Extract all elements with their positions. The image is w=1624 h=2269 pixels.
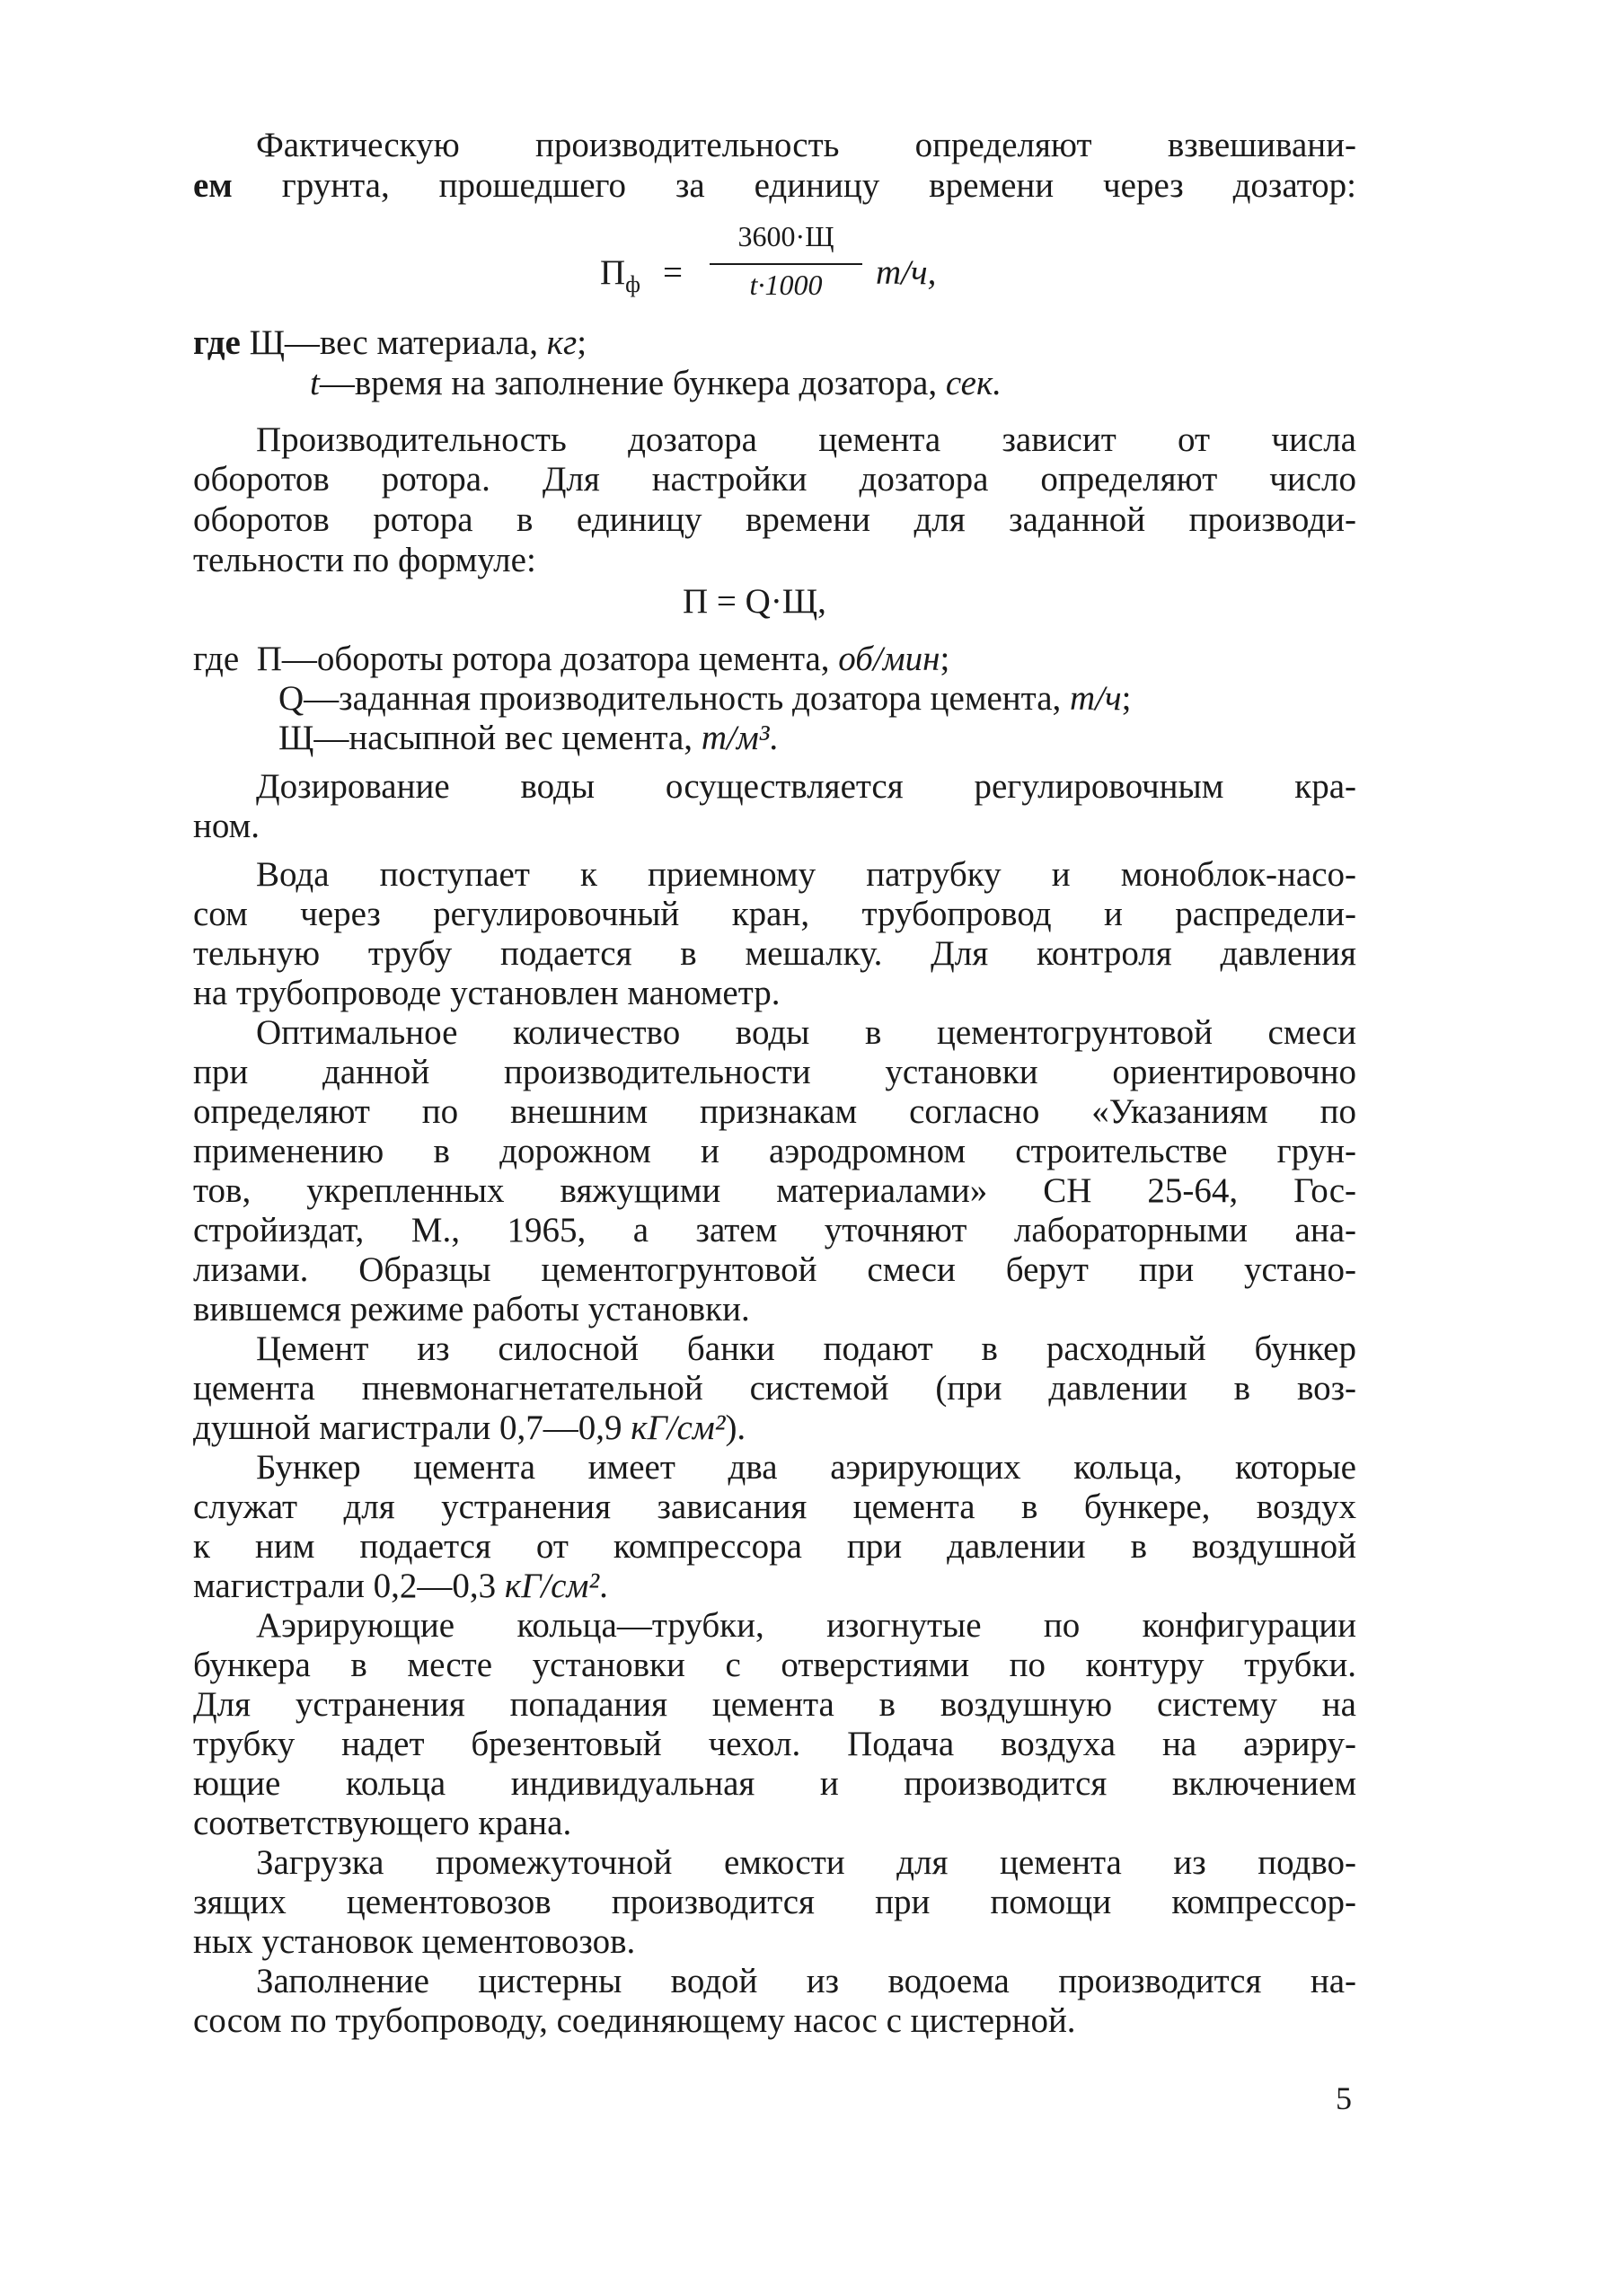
where1-unit-sec: сек. bbox=[945, 364, 1002, 402]
where1-unit-kg: кг bbox=[546, 323, 578, 362]
paragraph2-line4: тельности по формуле: bbox=[193, 541, 536, 579]
paragraph8-line4: трубку надет брезентовый чехол. Подача воздуха на аэриру- bbox=[193, 1725, 1356, 1763]
where1-lead: где bbox=[193, 323, 241, 362]
formula1-equals: = bbox=[663, 253, 683, 292]
paragraph3-line1: Дозирование воды осуществляется регулировочным кра- bbox=[256, 767, 1356, 806]
paragraph9-line2: зящих цементовозов производится при помощи компрессор- bbox=[193, 1883, 1356, 1921]
formula1-unit: т/ч, bbox=[876, 253, 937, 292]
formula1-lhs-subscript: ф bbox=[625, 270, 641, 297]
paragraph4-line4: на трубопроводе установлен манометр. bbox=[193, 974, 781, 1012]
paragraph5-line1: Оптимальное количество воды в цементогрунтовой смеси bbox=[256, 1013, 1356, 1052]
paragraph5-line5: тов, укрепленных вяжущими материалами» СН 25-64, Гос- bbox=[193, 1171, 1356, 1210]
formula2: П = Q·Щ, bbox=[683, 582, 826, 621]
formula1-fraction-bar bbox=[710, 263, 862, 265]
where1-line1: где Щ—вес материала, кг; bbox=[193, 323, 587, 362]
paragraph5-line2: при данной производительности установки ориентировочно bbox=[193, 1053, 1356, 1091]
where2-line2: Q—заданная производительность дозатора цемента, т/ч; bbox=[278, 679, 1132, 718]
where2-line3: Щ—насыпной вес цемента, т/м³. bbox=[278, 719, 779, 757]
paragraph8-line1: Аэрирующие кольца—трубки, изогнутые по конфигурации bbox=[256, 1606, 1356, 1645]
paragraph7-line2: служат для устранения зависания цемента в бункере, воздух bbox=[193, 1488, 1356, 1526]
paragraph3-line2: ном. bbox=[193, 807, 260, 845]
paragraph9-line3: ных установок цементовозов. bbox=[193, 1922, 636, 1961]
paragraph8-line3: Для устранения попадания цемента в воздушную систему на bbox=[193, 1685, 1356, 1724]
paragraph2-line3: оборотов ротора в единицу времени для заданной производи- bbox=[193, 500, 1356, 539]
paragraph1-bold-word: ем bbox=[193, 166, 233, 205]
formula1-numerator: 3600·Щ bbox=[737, 220, 834, 252]
paragraph4-line2: сом через регулировочный кран, трубопровод и распредели- bbox=[193, 895, 1356, 933]
formula1-lhs: $П_ф$ bbox=[600, 253, 641, 297]
paragraph5-line4: применению в дорожном и аэродромном строительстве грун- bbox=[193, 1132, 1356, 1170]
paragraph8-line5: ющие кольца индивидуальная и производится включением bbox=[193, 1764, 1356, 1803]
paragraph10-line1: Заполнение цистерны водой из водоема производится на- bbox=[256, 1962, 1356, 2000]
page-number: 5 bbox=[1336, 2080, 1352, 2116]
paragraph8-line2: бункера в месте установки с отверстиями по контуру трубки. bbox=[193, 1646, 1356, 1684]
paragraph7-line1: Бункер цемента имеет два аэрирующих кольца, которые bbox=[256, 1448, 1356, 1487]
paragraph5-line8: вившемся режиме работы установки. bbox=[193, 1290, 750, 1329]
paragraph6-line1: Цемент из силосной банки подают в расходный бункер bbox=[256, 1329, 1356, 1368]
paragraph2-line2: оборотов ротора. Для настройки дозатора определяют число bbox=[193, 460, 1356, 499]
paragraph1-line2-rest: грунта, прошедшего за единицу времени через дозатор: bbox=[232, 166, 1356, 205]
paragraph5-line7: лизами. Образцы цементогрунтовой смеси берут при устано- bbox=[193, 1250, 1356, 1289]
paragraph4-line3: тельную трубу подается в мешалку. Для контроля давления bbox=[193, 934, 1356, 973]
paragraph7-line3: к ним подается от компрессора при давлении в воздушной bbox=[193, 1527, 1356, 1566]
paragraph9-line1: Загрузка промежуточной емкости для цемента из подво- bbox=[256, 1843, 1356, 1882]
paragraph4-line1: Вода поступает к приемному патрубку и моноблок-насо- bbox=[256, 855, 1356, 894]
paragraph5-line6: стройиздат, М., 1965, а затем уточняют лабораторными ана- bbox=[193, 1211, 1356, 1249]
paragraph2-line1: Производительность дозатора цемента зависит от числа bbox=[256, 420, 1356, 459]
formula1-denominator: t·1000 bbox=[749, 269, 823, 301]
formula1-fraction bbox=[710, 220, 862, 310]
paragraph6-line2: цемента пневмонагнетательной системой (при давлении в воз- bbox=[193, 1369, 1356, 1408]
paragraph10-line2: сосом по трубопроводу, соединяющему насос с цистерной. bbox=[193, 2001, 1076, 2040]
paragraph5-line3: определяют по внешним признакам согласно «Указаниям по bbox=[193, 1092, 1356, 1131]
where2-line1: где П—обороты ротора дозатора цемента, об/мин; bbox=[193, 640, 950, 678]
paragraph1-line1: Фактическую производительность определяют взвешивани- bbox=[256, 126, 1356, 164]
paragraph7-line4: магистрали 0,2—0,3 кГ/см². bbox=[193, 1567, 608, 1605]
where1-line2: t—время на заполнение бункера дозатора, сек. bbox=[310, 364, 1002, 402]
where2-lead: где bbox=[193, 640, 240, 678]
paragraph6-line3: душной магистрали 0,7—0,9 кГ/см²). bbox=[193, 1408, 746, 1447]
paragraph8-line6: соответствующего крана. bbox=[193, 1804, 572, 1842]
paragraph1-line2 bbox=[193, 166, 1356, 206]
